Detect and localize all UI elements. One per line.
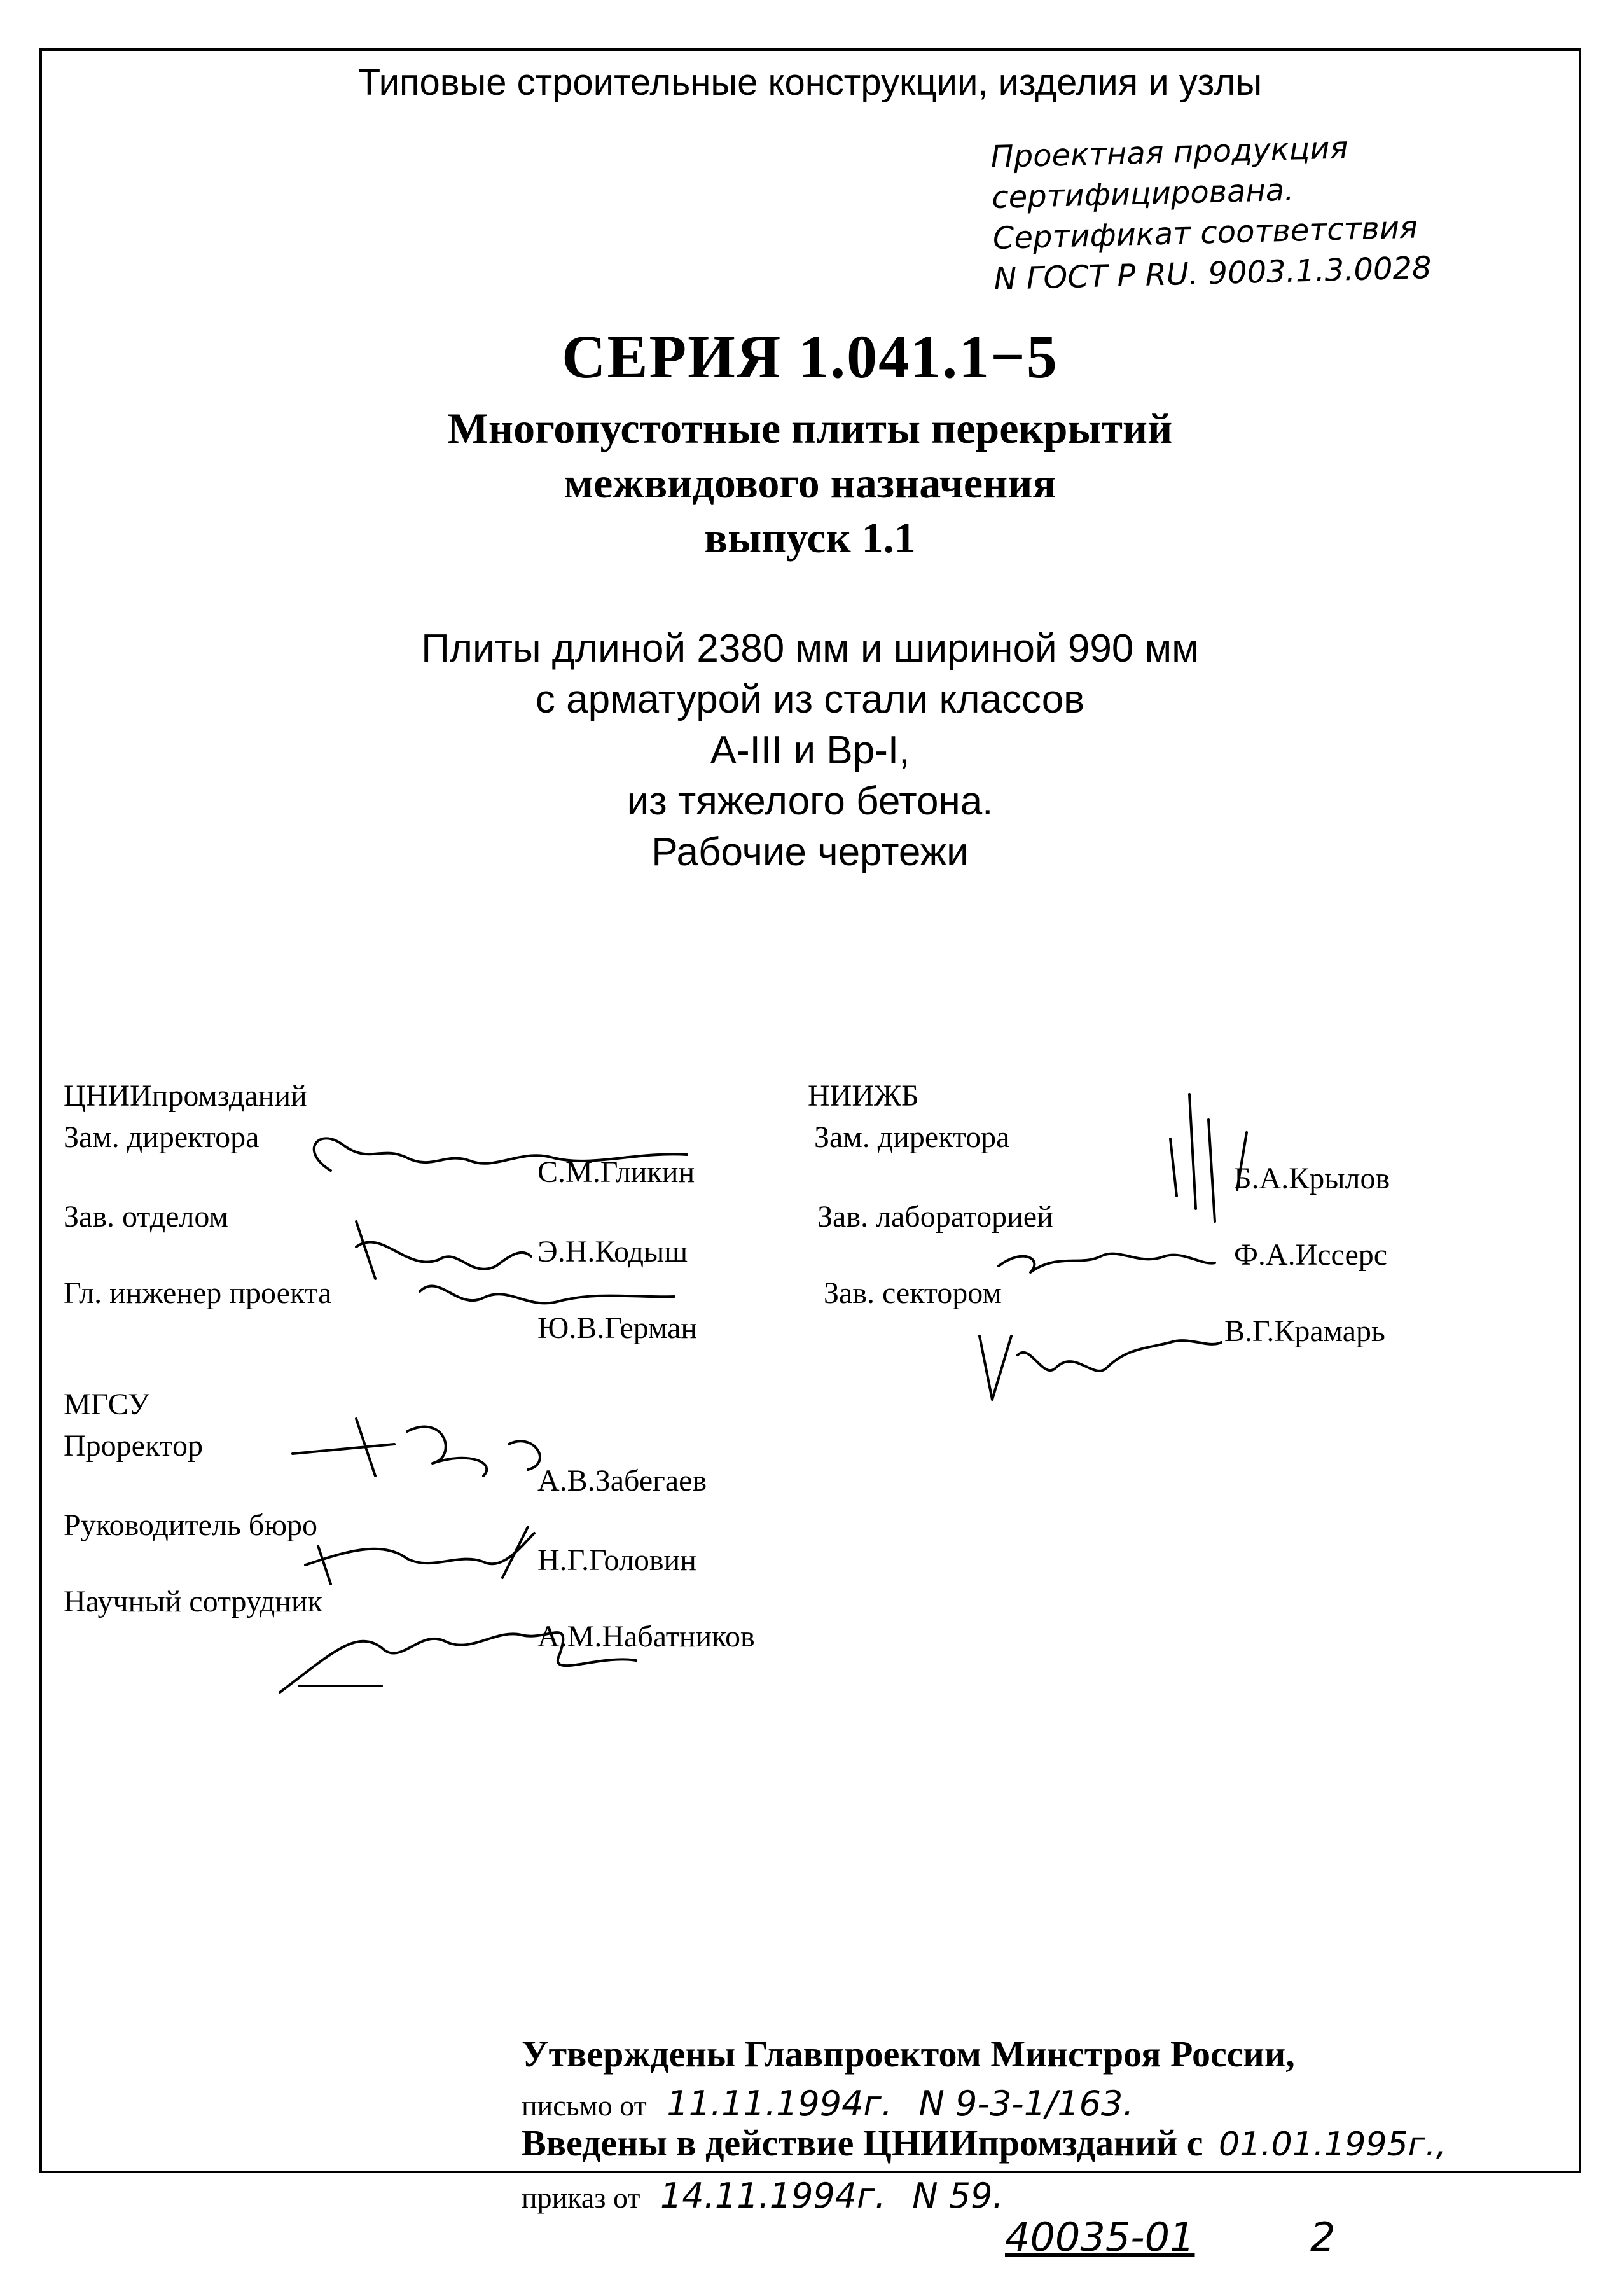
signature-issers [999, 1254, 1215, 1272]
person-name: С.М.Гликин [537, 1155, 695, 1189]
person-name: А.М.Набатников [537, 1620, 755, 1653]
signature-glikin [314, 1138, 687, 1171]
person-name: Б.А.Крылов [1234, 1162, 1390, 1195]
signature-nabatnikov [280, 1632, 636, 1692]
certification-line: N ГОСТ Р RU. 9003.1.3.0028 [993, 249, 1432, 297]
role-label: Руководитель бюро [64, 1508, 318, 1542]
enacted-by: Введены в действие ЦНИИпромзданий с [522, 2122, 1203, 2164]
person-name: Ю.В.Герман [537, 1311, 698, 1345]
enacted-date: 01.01.1995г., [1218, 2126, 1447, 2164]
letter-line [522, 2084, 1134, 2124]
role-label: Гл. инженер проекта [64, 1276, 332, 1310]
role-label: Научный сотрудник [64, 1585, 322, 1618]
role-label: Зав. лабораторией [817, 1200, 1053, 1234]
description-line: А-III и Вр-I, [710, 728, 910, 772]
certification-line: сертифицирована. [991, 172, 1295, 216]
role-label: Зам. директора [814, 1120, 1010, 1154]
role-label: Проректор [64, 1429, 203, 1463]
order-line [522, 2176, 1004, 2216]
description-line: Плиты длиной 2380 мм и шириной 990 мм [421, 627, 1199, 671]
order-date: 14.11.1994г. [660, 2176, 886, 2216]
enacted-line [522, 2122, 1446, 2164]
role-label: Зав. отделом [64, 1200, 228, 1234]
signature-golovin [305, 1527, 534, 1584]
person-name: Ф.А.Иссерс [1234, 1238, 1388, 1272]
description-line: из тяжелого бетона. [627, 779, 993, 823]
description-line: Рабочие чертежи [651, 830, 969, 874]
signature-zabegaev [293, 1419, 540, 1476]
person-name: В.Г.Крамарь [1224, 1314, 1385, 1348]
signature-kodysh [356, 1221, 531, 1279]
person-name: Н.Г.Головин [537, 1543, 696, 1577]
series-subtitle-line: выпуск 1.1 [704, 513, 916, 562]
signature-kramar [980, 1336, 1221, 1400]
role-label: Зам. директора [64, 1120, 260, 1154]
series-subtitle-line: межвидового назначения [564, 459, 1056, 507]
org-mgsu: МГСУ [64, 1388, 150, 1421]
signature-german [420, 1286, 674, 1303]
page-number: 2 [1310, 2214, 1336, 2260]
role-label: Зав. сектором [824, 1276, 1002, 1310]
letter-prefix: письмо от [522, 2089, 647, 2122]
order-prefix: приказ от [522, 2181, 640, 2214]
letter-number: N 9-3-1/163. [918, 2084, 1134, 2124]
org-niizhb: НИИЖБ [808, 1079, 919, 1113]
order-number: N 59. [912, 2176, 1004, 2216]
certification-line: Сертификат соответствия [992, 209, 1418, 256]
org-tsniipromzdaniy: ЦНИИпромзданий [64, 1079, 307, 1113]
approved-by: Утверждены Главпроектом Минстроя России, [522, 2033, 1295, 2075]
series-subtitle-line: Многопустотные плиты перекрытий [447, 404, 1173, 452]
header-title: Типовые строительные конструкции, изделия и узлы [357, 62, 1263, 103]
document-code: 40035-01 [1005, 2214, 1195, 2260]
letter-date: 11.11.1994г. [667, 2084, 892, 2124]
person-name: Э.Н.Кодыш [537, 1235, 688, 1269]
person-name: А.В.Забегаев [537, 1464, 707, 1498]
signature-krylov [1170, 1094, 1247, 1221]
description-line: с арматурой из стали классов [535, 678, 1085, 721]
certification-line: Проектная продукция [990, 130, 1349, 176]
series-title: СЕРИЯ 1.041.1−5 [562, 323, 1058, 391]
